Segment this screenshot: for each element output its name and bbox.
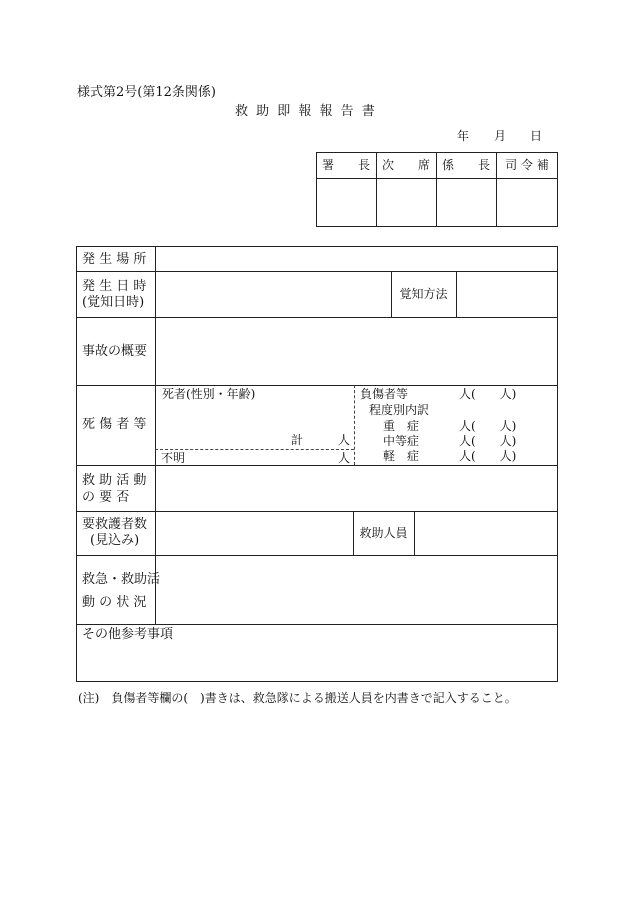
unknown-label: 不明	[161, 451, 186, 465]
rescue-needed-label: 要救護者数	[82, 517, 148, 532]
location-label: 発 生 場 所	[82, 252, 147, 267]
other-notes-label: その他参考事項	[82, 627, 174, 642]
casualties-label: 死 傷 者 等	[82, 417, 147, 432]
severe-count: 人( 人)	[459, 419, 517, 433]
rescue-activity-sub-label: の 要 否	[82, 490, 130, 505]
approval-header-deputy: 次 席	[381, 158, 430, 172]
detection-method-label: 覚知方法	[399, 287, 448, 301]
date-year-label: 年	[457, 129, 470, 143]
rescue-activity-label: 救 助 活 動	[82, 473, 147, 488]
minor-count: 人( 人)	[459, 449, 517, 463]
status-sub-label: 動 の 状 況	[82, 595, 147, 610]
injured-count: 人( 人)	[459, 387, 517, 401]
date-month-label: 月	[494, 129, 507, 143]
moderate-label: 中等症	[383, 434, 420, 448]
minor-label: 軽 症	[383, 449, 420, 463]
form-number: 様式第2号(第12条関係)	[77, 85, 216, 100]
date-day-label: 日	[530, 129, 543, 143]
status-label: 救急・救助活	[82, 572, 161, 587]
datetime-label: 発 生 日 時	[82, 279, 147, 294]
rescue-needed-sub-label: (見込み)	[90, 533, 140, 548]
report-form	[76, 246, 558, 682]
approval-header-chief: 署 長	[321, 158, 370, 172]
severe-label: 重 症	[383, 419, 420, 433]
unknown-unit: 人	[338, 451, 351, 465]
total-unit: 人	[338, 433, 351, 447]
datetime-sub-label: (覚知日時)	[82, 295, 145, 310]
rescue-personnel-label: 救助人員	[359, 526, 408, 540]
breakdown-label: 程度別内訳	[369, 403, 430, 417]
approval-header-commander: 司 令 補	[505, 158, 549, 172]
total-label: 計	[291, 433, 304, 447]
footnote: (注) 負傷者等欄の( )書きは、救急隊による搬送人員を内書きで記入すること。	[78, 691, 517, 705]
moderate-count: 人( 人)	[459, 434, 517, 448]
injured-label: 負傷者等	[360, 387, 409, 401]
deaths-label: 死者(性別・年齢)	[162, 387, 256, 401]
summary-label: 事故の概要	[82, 344, 148, 359]
approval-header-section: 係 長	[441, 158, 490, 172]
document-title: 救 助 即 報 報 告 書	[235, 104, 377, 119]
